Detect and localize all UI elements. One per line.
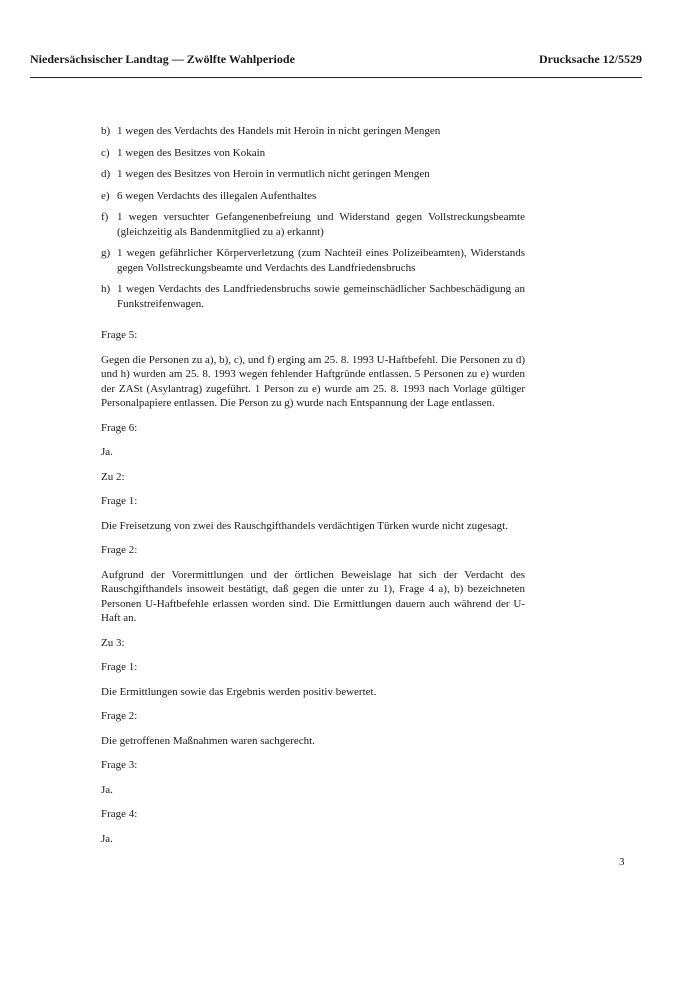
list-item (101, 167, 525, 182)
list-item (101, 246, 525, 275)
list-marker: b) (101, 125, 111, 137)
answer-paragraph: Ja. (101, 446, 113, 458)
answer-paragraph: Aufgrund der Vorermittlungen und der örtlichen Beweislage hat sich der Verdacht des Rauschgifthandels insoweit bestätigt, daß gegen die unter zu 1), Frage 4 a), b) bezeichneten Personen U-Haftbefehle erlassen worden sind. Die Ermittlungen dauern auch während der U-Haft an. (101, 568, 525, 624)
list-text: 1 wegen des Verdachts des Handels mit Heroin in nicht geringen Mengen (117, 125, 441, 137)
list-marker: h) (101, 283, 111, 295)
question-label: Frage 2: (101, 710, 138, 722)
list (101, 124, 525, 311)
list-text: 1 wegen des Besitzes von Heroin in vermutlich nicht geringen Mengen (117, 168, 430, 180)
question-label: Frage 2: (101, 544, 138, 556)
page-header (30, 52, 642, 67)
list-item (101, 282, 525, 311)
list-marker: f) (101, 211, 109, 223)
list-item (101, 124, 525, 139)
question-label: Frage 5: (101, 329, 138, 341)
question-label: Frage 1: (101, 661, 138, 673)
answer-paragraph: Gegen die Personen zu a), b), c), und f) erging am 25. 8. 1993 U-Haftbefehl. Die Personen zu d) und h) wurden am 25. 8. 1993 wegen fehlender Haftgründe entlassen. 5 Personen zu e) wurden der ZASt (Asylantrag) zugeführt. 1 Person zu e) wurde am 25. 8. 1993 nach Vorlage gültiger Personalpapiere entlassen. Die Person zu g) wurde nach Entspannung der Lage entlassen. (101, 353, 525, 409)
list-text: 6 wegen Verdachts des illegalen Aufenthaltes (117, 189, 317, 202)
list-text: 1 wegen des Besitzes von Kokain (117, 146, 266, 159)
list-marker: e) (101, 189, 110, 202)
answer-paragraph: Ja. (101, 832, 113, 845)
list-marker: g) (101, 247, 111, 259)
question-label: Frage 3: (101, 759, 138, 771)
section-label: Zu 3: (101, 636, 125, 649)
section-label: Zu 2: (101, 470, 125, 483)
header-title: Niedersächsischer Landtag — Zwölfte Wahlperiode (30, 52, 295, 66)
list-marker: d) (101, 168, 111, 180)
spacer (101, 318, 525, 328)
list-item (101, 210, 525, 239)
document-number: Drucksache 12/5529 (539, 52, 642, 66)
question-label: Frage 1: (101, 495, 138, 507)
list-item (101, 146, 525, 161)
header-divider (30, 77, 642, 78)
question-label: Frage 6: (101, 421, 138, 434)
list-text: 1 wegen gefährlicher Körperverletzung (zum Nachteil eines Polizeibeamten), Widerstands gegen Vollstreckungsbeamte und Verdachts des Landfriedensbruchs (117, 247, 525, 274)
list-text: 1 wegen versuchter Gefangenenbefreiung und Widerstand gegen Vollstreckungsbeamte (gleichzeitig als Bandenmitglied zu a) erkannt) (117, 211, 525, 238)
answer-paragraph: Ja. (101, 783, 113, 796)
page-number: 3 (619, 856, 625, 868)
question-label: Frage 4: (101, 808, 138, 820)
list-text: 1 wegen Verdachts des Landfriedensbruchs sowie gemeinschädlicher Sachbeschädigung an Funkstreifenwagen. (117, 283, 525, 310)
answer-paragraph: Die Freisetzung von zwei des Rauschgifthandels verdächtigen Türken wurde nicht zugesagt. (101, 519, 508, 532)
answer-paragraph: Die Ermittlungen sowie das Ergebnis werden positiv bewertet. (101, 685, 377, 698)
answer-paragraph: Die getroffenen Maßnahmen waren sachgerecht. (101, 734, 315, 747)
list-item (101, 189, 525, 204)
list-marker: c) (101, 146, 110, 159)
document-body (101, 124, 525, 856)
